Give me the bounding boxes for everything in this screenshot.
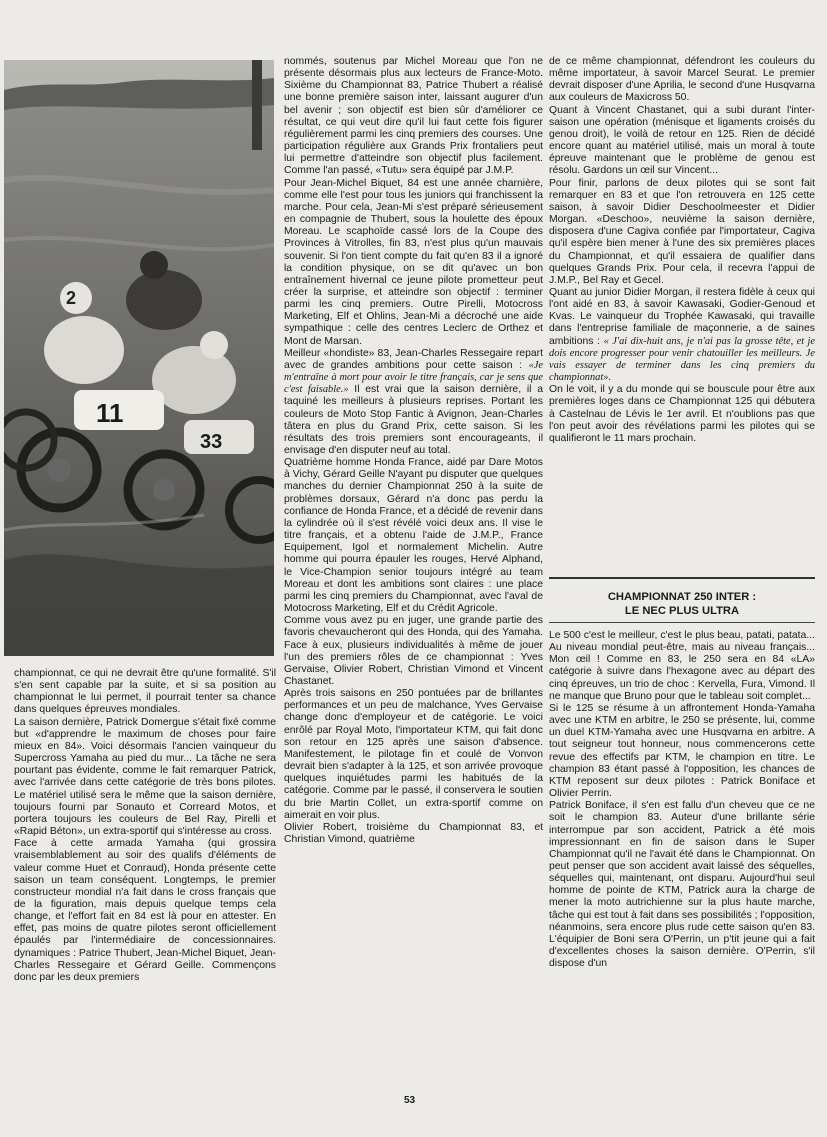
- col3-paragraph-3: Pour finir, parlons de deux pilotes qui se sont fait remarquer en 83 et que l'on retrouvera en 125 cette saison, à savoir Didier Deschoolmeester et Didier Morgan. «Deschoo», neuvième la saison dernière, disposera d'une Cagiva confiée par l'importateur, Cagiva qu'il espère bien mener à l'une des six premières places du Championnat, et qu'il essaiera de qualifier dans quelques Grands Prix. Pour cela, il recevra l'appui de J.M.P., Bel Ray et Gecel.: [549, 177, 815, 286]
- motocross-riders-image: [4, 60, 274, 656]
- column-3: [549, 56, 815, 445]
- col1-paragraph-2: La saison dernière, Patrick Domergue s'était fixé comme but «d'apprendre le maximum de choses pour faire mieux en 84». Voici désormais l'ancien vainqueur du Supercross Yamaha au pied du mur... La tâche ne sera pourtant pas évidente, comme le fait remarquer Patrick, avec l'arrivée dans cette catégorie de très bons pilotes. Le matériel utilisé sera le même que la saison dernière, toujours fourni par Sonauto et Correard Motos, et portera toujours les couleurs de Bel Ray, Pirelli et «Rapid Béton», un extra-sportif qui s'intéresse au cross.: [14, 716, 276, 838]
- col2-paragraph-4: Quatrième homme Honda France, aidé par Dare Motos à Vichy, Gérard Geille N'ayant pu disputer que quelques manches du dernier Championnat 250 à la suite de problèmes dorsaux, Gérard n'a donc pas perdu la confiance de Honda France, et a décidé de revenir dans la cylindrée où il s'est révélé voici deux ans. Il vise le titre français, et a obtenu l'aide de J.M.P., France Equipement, Igol et normalement Michelin. Autre homme qui pourra épauler les rouges, Hervé Alphand, le Vice-Champion senior toujours intégré au team Moreau et dont les ambitions sont claires : une place parmi les cinq premiers du Championnat, avec l'aval de Motocross Marketing, Elf et du Crédit Agricole.: [284, 457, 543, 615]
- rider-number-2: 11: [96, 398, 124, 428]
- col1-paragraph-3: Face à cette armada Yamaha (qui grossira vraisemblablement au soir des qualifs d'éléments de valeur comme Huet et Conraud), Honda présente cette saison un team conséquent. Longtemps, le premier constructeur mondial n'a fait dans le cross français que de la figuration, mais depuis quelque temps cela change, et l'effort fait en 84 est là pour en attester. En effet, pas moins de quatre pilotes seront officiellement épaulés par l'intermédiaire de concessionnaires. dynamiques : Patrice Thubert, Jean-Michel Biquet, Jean-Charles Ressegaire et Gérard Geille. Commençons donc par les deux premiers: [14, 838, 276, 983]
- ressegaire-quote: «Je m'entraîne à mort pour avoir le titre français, car je sens que c'est faisable.»: [284, 359, 543, 396]
- col3-paragraph-1: de ce même championnat, défendront les couleurs du même importateur, à savoir Marcel Seurat. Le premier devrait disposer d'une Aprilia, le second d'une Husqvarna aux couleurs de Maxicross 50.: [549, 56, 815, 104]
- col3b-paragraph-3: Patrick Boniface, il s'en est fallu d'un cheveu que ce ne soit le champion 83. Auteur d'une brillante série interrompue par son accident, Patrick a été mois impressionnant en fin de saison dans le Super Championnat qu'il ne l'avait été dans le Championnat. On peut penser que son accident avait laissé des séquelles, séquelles qui, maintenant, ont disparu. Aujourd'hui seul homme de pointe de KTM, Patrick aura la charge de mener la moto autrichienne sur la plus haute marche, tâche qui est tout à fait dans ses possibilités ; l'opposition, néanmoins, sera encore plus rude cette saison qu'en 83. L'équipier de Boni sera O'Perrin, un p'tit jeune qui a fait d'excellentes choses la saison dernière. O'Perrin, s'il dispose d'un: [549, 800, 815, 970]
- rider-number-3: 33: [200, 431, 223, 453]
- page-number: 53: [404, 1095, 416, 1106]
- section-heading: [549, 577, 815, 625]
- rider-number-1: 2: [66, 288, 77, 308]
- col2-paragraph-7: Olivier Robert, troisième du Championnat 83, et Christian Vimond, quatrième: [284, 821, 543, 845]
- column-1: [14, 668, 276, 984]
- col2-paragraph-3: [284, 348, 543, 457]
- col3-paragraph-2: Quant à Vincent Chastanet, qui a subi durant l'inter-saison une opération (ménisque et ligaments croisés du genou droit), le voilà de retour en 125. Rien de décidé encore quant au matériel utilisé, mais un moral à toute épreuve maintenant que le problème de genou est résolu. Gardons un œil sur Vincent...: [549, 104, 815, 177]
- col2-paragraph-3-rest: Il est vrai que la saison dernière, il a taquiné les meilleurs à plusieurs reprises. Portant les couleurs de Moto Stop Fantic à Avignon, Jean-Charles tâtera en plus du Grand Prix, cette saison. Si les résultats des trois premiers sont encourageants, il envisage d'en disputer neuf au total.: [284, 384, 543, 456]
- section-heading-rule: [549, 622, 815, 623]
- col2-paragraph-1: nommés, soutenus par Michel Moreau que l'on ne présente désormais plus aux lecteurs de France-Moto. Sixième du Championnat 83, Patrice Thubert a réalisé une bonne première saison inter, laissant augurer d'un bel avenir ; son objectif est bien sûr d'améliorer ce résultat, ce qui veut dire qu'il lui faut cette fois figurer régulièrement parmi les cinq premiers des courses. Une participation régulière aux Grands Prix frontaliers peut lui permettre d'atteindre son objectif plus facilement. Comme l'an passé, «Tutu» sera équipé par J.M.P.: [284, 56, 543, 177]
- section-heading-line-1: CHAMPIONNAT 250 INTER :: [607, 591, 757, 603]
- col1-paragraph-1: championnat, ce qui ne devrait être qu'une formalité. S'il s'en sent capable par la suite, et si sa position au championnat le lui permet, il pourrait tenter sa chance dans quelques épreuves mondiales.: [14, 668, 276, 716]
- col3b-paragraph-2: Si le 125 se résume à un affrontement Honda-Yamaha avec une KTM en arbitre, le 250 se présente, lui, comme un duel KTM-Yamaha avec une Husqvarna en arbitre. A tout seigneur tout honneur, nous commencerons cette revue des effectifs par KTM, le champion en titre. Le champion 83 étant passé à l'opposition, les chances de KTM reposent sur deux pilotes : Patrick Boniface et Olivier Perrin.: [549, 702, 815, 800]
- col3-paragraph-4-intro: Quant au junior Didier Morgan, il restera fidèle à ceux qui l'ont aidé en 83, à savoir Kawasaki, Godier-Genoud et Kvas. Le vainqueur du Trophée Kawasaki, qui travaille dans l'entreprise familiale de maçonnerie, a de saines ambitions :: [549, 286, 815, 347]
- morgan-quote: « J'ai dix-huit ans, je n'ai pas la grosse tête, et je dois encore progresser pour venir chatouiller les meilleurs. Je vais essayer de terminer dans les cinq premiers du championnat».: [549, 335, 815, 384]
- col3-paragraph-5: On le voit, il y a du monde qui se bouscule pour être aux premières loges dans ce Championnat 125 qui débutera à Castelnau de Lévis le 1er avril. Et n'oublions pas que l'on peut avoir des révélations parmi les pilotes qui se qualifieront le 11 mars prochain.: [549, 384, 815, 444]
- col3b-paragraph-1: Le 500 c'est le meilleur, c'est le plus beau, patati, patata... Au niveau mondial peut-être, mais au niveau français... Mon œil ! Comme en 83, le 250 sera en 84 «LA» catégorie à suivre dans l'hexagone avec au départ des cinq épreuves, un trio de choc : Kervella, Fura, Vimond. Il ne manque que Bruno pour que le tableau soit complet...: [549, 630, 815, 702]
- motocross-photo: [4, 60, 274, 656]
- col2-paragraph-3-intro: Meilleur «hondiste» 83, Jean-Charles Ressegaire repart avec de grandes ambitions pour cette saison :: [284, 347, 543, 371]
- col2-paragraph-5: Comme vous avez pu en juger, une grande partie des favoris chevaucheront qui des Honda, qui des Yamaha. Face à eux, plusieurs individualités à même de jouer l'un des premiers rôles de ce championnat : Yves Gervaise, Olivier Robert, Christian Vimond et Vincent Chastanet.: [284, 615, 543, 687]
- column-3-section: [549, 630, 815, 970]
- section-heading-line-2: LE NEC PLUS ULTRA: [624, 605, 740, 617]
- col3-paragraph-4: [549, 287, 815, 384]
- column-2: [284, 56, 543, 846]
- col2-paragraph-6: Après trois saisons en 250 pontuées par de brillantes performances et un peu de malchance, Yves Gervaise change donc d'employeur et de catégorie. Le voici enrôlé par Royal Moto, l'importateur KTM, qui fait donc son retour en 125 après une saison d'absence. Manifestement, le pilotage fin et coulé de Vonvon devrait bien s'adapter à la 125, et son arrivée provoque quelques inquiétudes parmi les habitués de la catégorie. Comme par le passé, il conservera le soutien du brie Martin Collet, un extra-sportif comme on aimerait en voir plus.: [284, 688, 543, 821]
- col2-paragraph-2: Pour Jean-Michel Biquet, 84 est une année charnière, comme elle l'est pour tous les juniors qui franchissent la marche. Pour cela, Jean-Mi s'est préparé sérieusement en compagnie de Thubert, sous la houlette des époux Moreau. Le scaphoïde cassé lors de la Coupe des Provinces à Vitrolles, fin 83, n'est plus qu'un mauvais souvenir. Si l'on tient compte du fait qu'en 83 il a ignoré la condition physique, on se dit qu'avec un bon entraînement hivernal ce jeune pilote prometteur peut créer la surprise, et atteindre son objectif : terminer parmi les cinq premiers. Outre Pirelli, Motocross Marketing, Elf et Ohlins, Jean-Mi a décroché une aide sympathique : celle des centres Leclerc de Orthez et Mont de Marsan.: [284, 177, 543, 347]
